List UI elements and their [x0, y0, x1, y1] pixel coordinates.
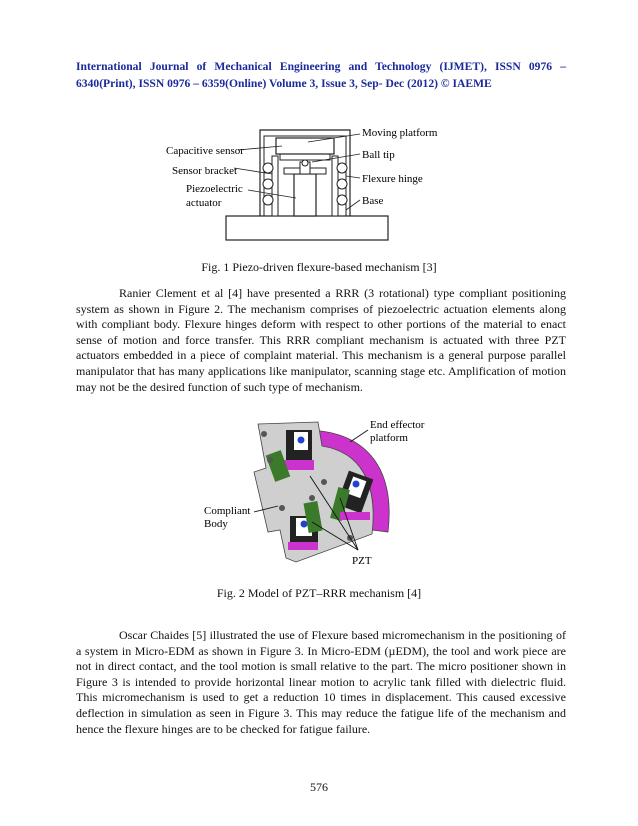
- label-ball-tip: Ball tip: [362, 149, 395, 161]
- label-actuator: actuator: [186, 197, 222, 209]
- figure-1-diagram: [160, 124, 460, 244]
- piezo-actuator: [294, 174, 316, 216]
- label-compliant: Compliant: [204, 505, 251, 517]
- label-piezoelectric: Piezoelectric: [186, 183, 243, 195]
- figure-2-diagram: [200, 412, 440, 572]
- base-slab: [226, 216, 388, 240]
- label-body: Body: [204, 518, 228, 530]
- label-flexure-hinge: Flexure hinge: [362, 173, 423, 185]
- figure-2-caption: Fig. 2 Model of PZT–RRR mechanism [4]: [216, 586, 422, 600]
- paragraph-1: Ranier Clement et al [4] have presented a RRR (3 rotational) type compliant positioning system as shown in Figure 2. The mechanism comprises of piezoelectric actuation elements along with compliant body. Flexure hinges deform with respect to other portions of the material to enact sense of motion and force transfer. This RRR compliant mechanism is actuated with three PZT actuators embedded in a piece of complaint material. This mechanism is a general purpose parallel manipulator that has many applications like manipulator, scanning stage etc. Amplification of motion may not be the desired function of such type of mechanism.: [76, 286, 566, 394]
- page-number: 576: [310, 780, 328, 794]
- flexure-hinges-left: [263, 163, 273, 205]
- label-pzt: PZT: [352, 555, 372, 567]
- journal-header: International Journal of Mechanical Engineering and Technology (IJMET), ISSN 0976 – 6340(Print), ISSN 0976 – 6359(Online) Volume 3, Issue 3, Sep- Dec (2012) © IAEME: [76, 60, 566, 90]
- label-base: Base: [362, 195, 384, 207]
- label-platform: platform: [370, 432, 408, 444]
- moving-platform: [276, 138, 334, 154]
- label-capacitive-sensor: Capacitive sensor: [166, 145, 244, 157]
- label-moving-platform: Moving platform: [362, 127, 438, 139]
- flexure-hinges-right: [337, 163, 347, 205]
- ball-tip: [302, 160, 308, 166]
- label-end-effector: End effector: [370, 419, 425, 431]
- paragraph-2: Oscar Chaides [5] illustrated the use of Flexure based micromechanism in the positioning of a system in Micro-EDM as shown in Figure 3. In Micro-EDM (µEDM), the tool and work piece are not in direct contact, and the tool motion is small relative to the part. The micro positioner shown in Figure 3 is intended to provide horizontal linear motion to acrylic tank filled with dielectric fluid. This micromechanism is used to get a reduction 10 times in displacement. This caused excessive deflection in simulation as seen in Figure 3. This may reduce the fatigue life of the mechanism and hence the flexure hinges are to be checked for fatigue failure.: [76, 628, 566, 736]
- figure-1-caption: Fig. 1 Piezo-driven flexure-based mechanism [3]: [201, 260, 437, 274]
- label-sensor-bracket: Sensor bracket: [172, 165, 238, 177]
